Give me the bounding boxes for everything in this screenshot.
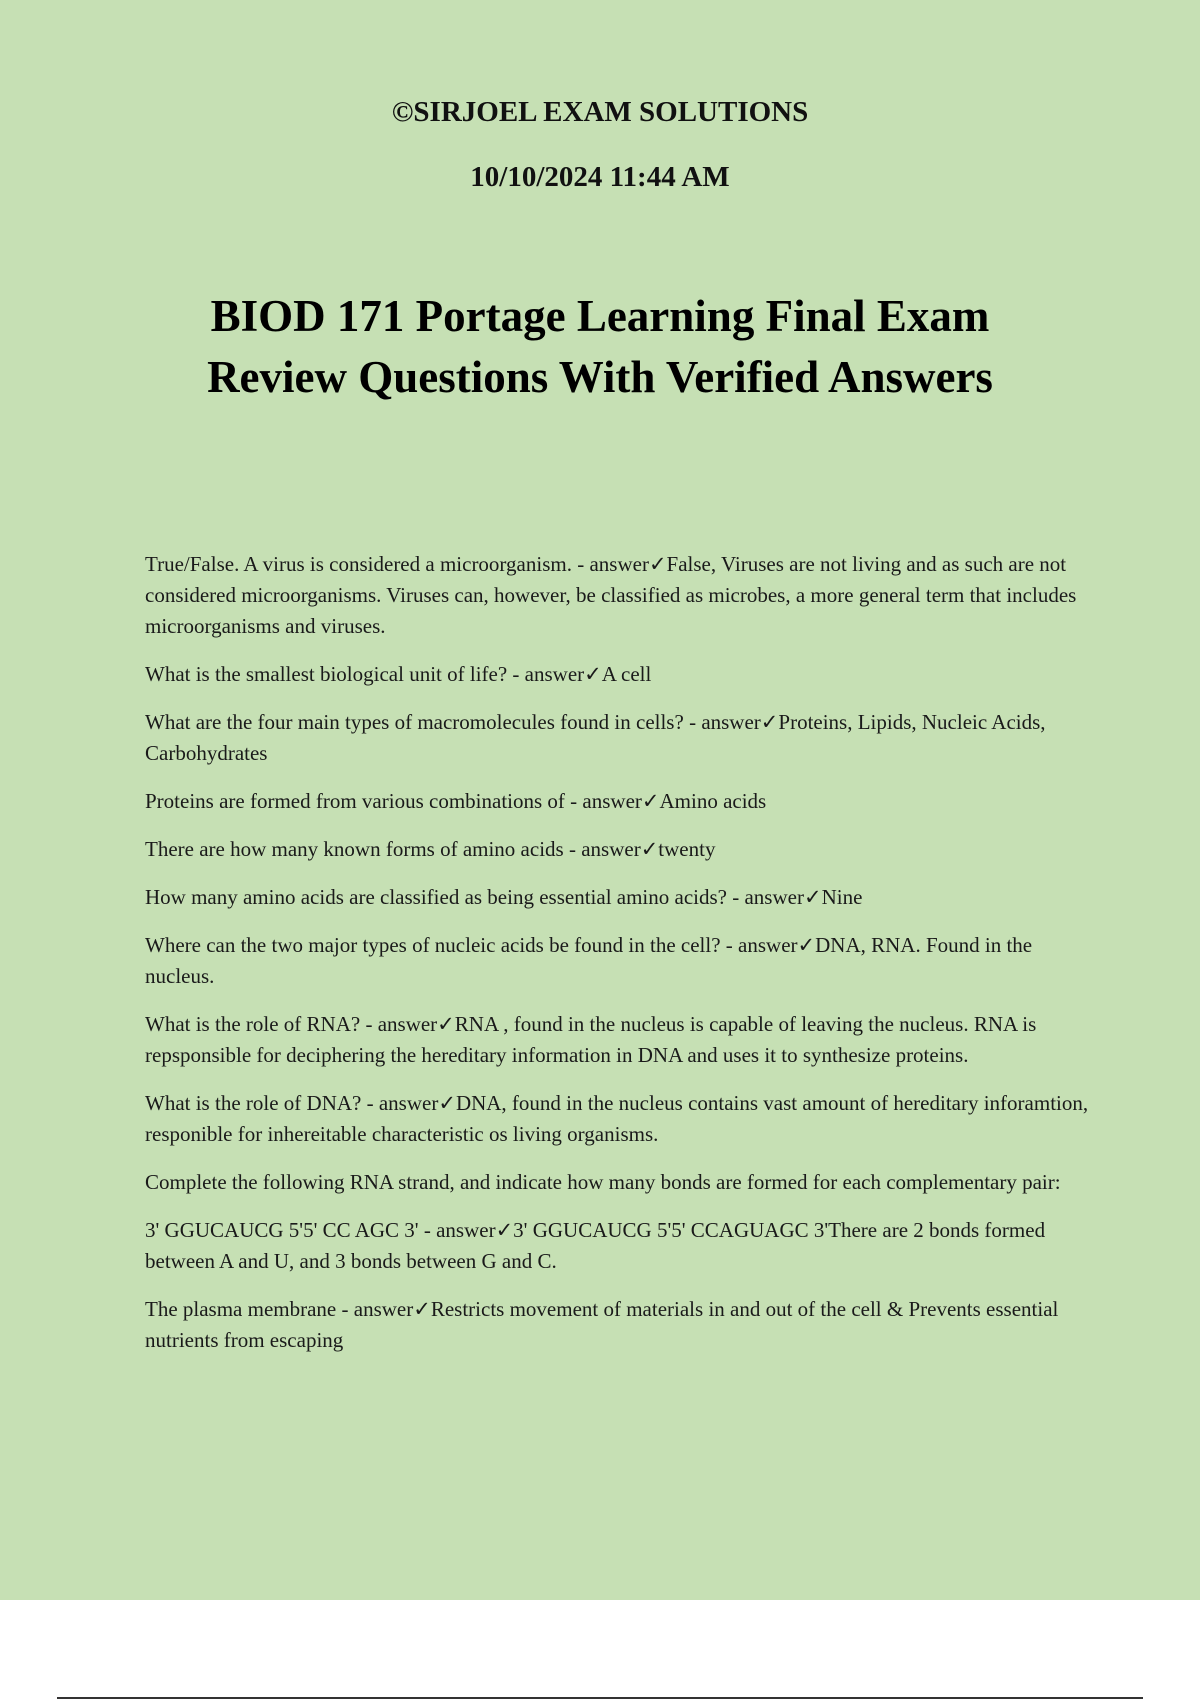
qa-item	[145, 1215, 1095, 1277]
question-text: What is the smallest biological unit of life?	[145, 662, 508, 686]
answer-label: answer✓	[701, 710, 779, 734]
footer-divider	[57, 1697, 1143, 1699]
answer-label: answer✓	[353, 1297, 431, 1321]
answer-marker: - answer✓	[507, 662, 602, 686]
question-text: What are the four main types of macromolecules found in cells?	[145, 710, 684, 734]
qa-item	[145, 659, 1095, 690]
qa-item	[145, 1167, 1095, 1198]
question-text: 3' GGUCAUCG 5'5' CC AGC 3'	[145, 1218, 419, 1242]
answer-label: answer✓	[582, 789, 660, 813]
answer-text: A cell	[601, 662, 652, 686]
question-text: The plasma membrane	[145, 1297, 337, 1321]
qa-item	[145, 834, 1095, 865]
qa-item	[145, 930, 1095, 992]
qa-item	[145, 707, 1095, 769]
question-text: There are how many known forms of amino acids	[145, 837, 564, 861]
answer-marker: - answer✓	[571, 552, 667, 576]
answer-label: answer✓	[378, 1091, 456, 1115]
answer-text: RNA , found in the nucleus is capable of leaving the nucleus. RNA is repsponsible for deciphering the hereditary information in DNA and uses it to synthesize proteins.	[145, 1012, 1037, 1067]
qa-list	[145, 549, 1095, 1373]
answer-text: False, Viruses are not living and as such are not considered microorganisms. Viruses can, however, be classified as microbes, a more general term that includes microorganisms and viruses.	[145, 552, 1077, 638]
qa-item	[145, 1088, 1095, 1150]
answer-label: answer✓	[738, 933, 816, 957]
answer-label: answer✓	[589, 552, 667, 576]
answer-marker: - answer✓	[360, 1012, 455, 1036]
question-text: Complete the following RNA strand, and indicate how many bonds are formed for each complementary pair:	[145, 1170, 1061, 1194]
question-text: True/False. A virus is considered a microorganism.	[145, 552, 572, 576]
answer-text: Nine	[821, 885, 863, 909]
answer-text: Proteins, Lipids, Nucleic Acids, Carbohydrates	[145, 710, 1046, 765]
answer-text: Amino acids	[659, 789, 767, 813]
qa-item	[145, 1294, 1095, 1356]
copyright-header: ©SIRJOEL EXAM SOLUTIONS	[391, 96, 809, 128]
qa-item	[145, 549, 1095, 642]
question-text: Where can the two major types of nucleic acids be found in the cell?	[145, 933, 721, 957]
question-text: What is the role of DNA?	[145, 1091, 362, 1115]
answer-label: answer✓	[377, 1012, 455, 1036]
answer-label: answer✓	[524, 662, 602, 686]
answer-marker: - answer✓	[361, 1091, 456, 1115]
question-text: How many amino acids are classified as being essential amino acids?	[145, 885, 727, 909]
document-title: BIOD 171 Portage Learning Final Exam Review Questions With Verified Answers	[207, 291, 993, 402]
qa-item	[145, 882, 1095, 913]
answer-marker: - answer✓	[564, 789, 660, 813]
answer-marker: - answer✓	[726, 885, 822, 909]
answer-label: answer✓	[436, 1218, 514, 1242]
qa-item	[145, 786, 1095, 817]
answer-text: 3' GGUCAUCG 5'5' CCAGUAGC 3'There are 2 bonds formed between A and U, and 3 bonds between G and C.	[145, 1218, 1046, 1273]
answer-text: DNA, RNA. Found in the nucleus.	[145, 933, 1033, 988]
answer-marker: - answer✓	[683, 710, 779, 734]
answer-marker: - answer✓	[720, 933, 816, 957]
answer-marker: - answer✓	[336, 1297, 431, 1321]
answer-label: answer✓	[744, 885, 822, 909]
question-text: Proteins are formed from various combinations of	[145, 789, 565, 813]
date-header: 10/10/2024 11:44 AM	[470, 161, 730, 193]
answer-label: answer✓	[581, 837, 659, 861]
qa-item	[145, 1009, 1095, 1071]
answer-marker: - answer✓	[563, 837, 659, 861]
answer-text: twenty	[658, 837, 716, 861]
answer-text: DNA, found in the nucleus contains vast amount of hereditary inforamtion, responible for inhereitable characteristic os living organisms.	[145, 1091, 1089, 1146]
answer-marker: - answer✓	[418, 1218, 514, 1242]
answer-text: Restricts movement of materials in and out of the cell & Prevents essential nutrients from escaping	[145, 1297, 1059, 1352]
question-text: What is the role of RNA?	[145, 1012, 361, 1036]
